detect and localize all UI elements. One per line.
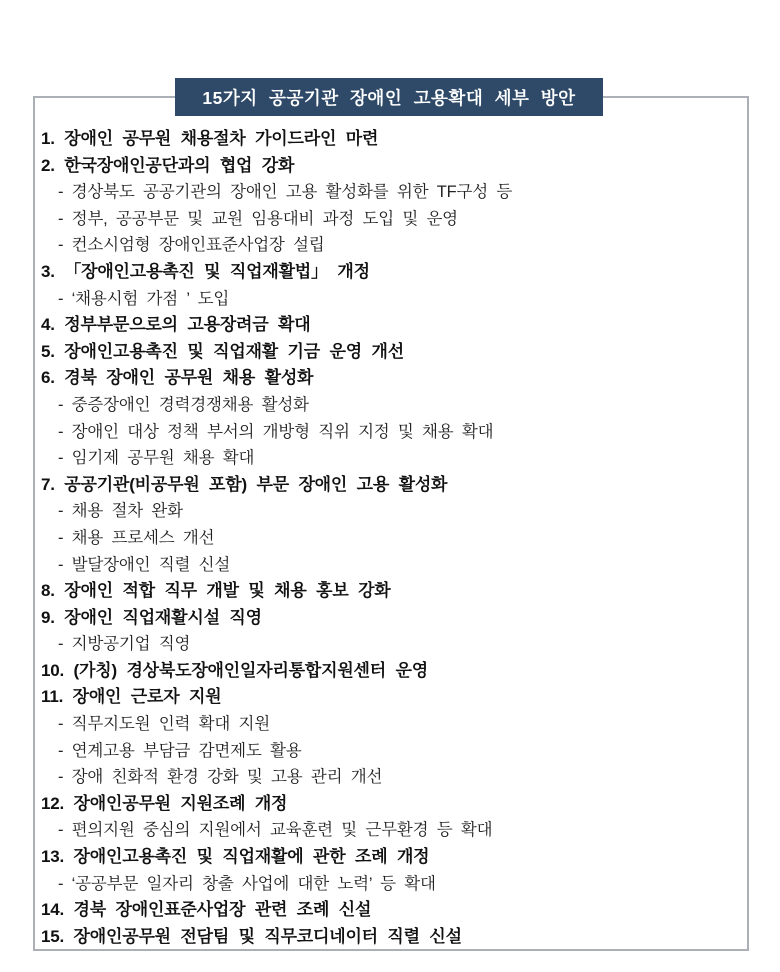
plan-subitem: - 임기제 공무원 채용 확대 <box>58 449 255 468</box>
plan-subitem: - 경상북도 공공기관의 장애인 고용 활성화를 위한 TF구성 등 <box>58 183 513 202</box>
plan-subitem: - 발달장애인 직렬 신설 <box>58 555 231 574</box>
plan-item-12: 12. 장애인공무원 지원조례 개정 <box>41 793 288 813</box>
plan-subitem: - 장애 친화적 환경 강화 및 고용 관리 개선 <box>58 768 383 787</box>
plan-subitem: - 편의지원 중심의 지원에서 교육훈련 및 근무환경 등 확대 <box>58 821 493 840</box>
plan-subitem: - 연계고용 부담금 감면제도 활용 <box>58 741 302 760</box>
plan-item-1: 1. 장애인 공무원 채용절차 가이드라인 마련 <box>41 129 379 148</box>
plan-item-11: 11. 장애인 근로자 지원 <box>41 687 222 707</box>
plan-item-14: 14. 경북 장애인표준사업장 관련 조례 신설 <box>41 900 372 920</box>
plan-subitem: - 지방공기업 직영 <box>58 635 191 654</box>
plan-subitem: - 중증장애인 경력경쟁채용 활성화 <box>58 395 309 414</box>
plan-item-6: 6. 경북 장애인 공무원 채용 활성화 <box>41 368 314 388</box>
plan-subitem: - 정부, 공공부문 및 교원 임용대비 과정 도입 및 운영 <box>58 209 458 228</box>
title-banner <box>175 78 603 116</box>
plan-subitem: - ‘공공부문 일자리 창출 사업에 대한 노력’ 등 확대 <box>58 874 436 893</box>
plan-subitem: - 채용 절차 완화 <box>58 502 183 521</box>
plan-item-4: 4. 정부부문으로의 고용장려금 확대 <box>41 315 311 335</box>
plan-subitem: - 직무지도원 인력 확대 지원 <box>58 715 270 734</box>
page-title: 15가지 공공기관 장애인 고용확대 세부 방안 <box>202 87 576 108</box>
plan-item-3: 3. 「장애인고용촉진 및 직업재활법」 개정 <box>41 261 370 281</box>
plan-item-9: 9. 장애인 직업재활시설 직영 <box>41 607 262 627</box>
plan-subitem: - ‘채용시험 가점 ’ 도입 <box>58 289 230 308</box>
plan-item-8: 8. 장애인 적합 직무 개발 및 채용 홍보 강화 <box>41 581 391 601</box>
plan-item-10: 10. (가칭) 경상북도장애인일자리통합지원센터 운영 <box>41 660 428 680</box>
plan-item-2: 2. 한국장애인공단과의 협업 강화 <box>41 155 295 175</box>
plan-subitem: - 채용 프로세스 개선 <box>58 528 215 547</box>
plan-item-15: 15. 장애인공무원 전담팀 및 직무코디네이터 직렬 신설 <box>41 926 462 946</box>
plan-subitem: - 컨소시엄형 장애인표준사업장 설립 <box>58 236 325 255</box>
plan-subitem: - 장애인 대상 정책 부서의 개방형 직위 지정 및 채용 확대 <box>58 422 494 441</box>
plan-item-5: 5. 장애인고용촉진 및 직업재활 기금 운영 개선 <box>41 341 404 361</box>
plan-list <box>41 126 751 950</box>
plan-item-7: 7. 공공기관(비공무원 포함) 부문 장애인 고용 활성화 <box>41 474 448 494</box>
plan-item-13: 13. 장애인고용촉진 및 직업재활에 관한 조례 개정 <box>41 847 430 867</box>
